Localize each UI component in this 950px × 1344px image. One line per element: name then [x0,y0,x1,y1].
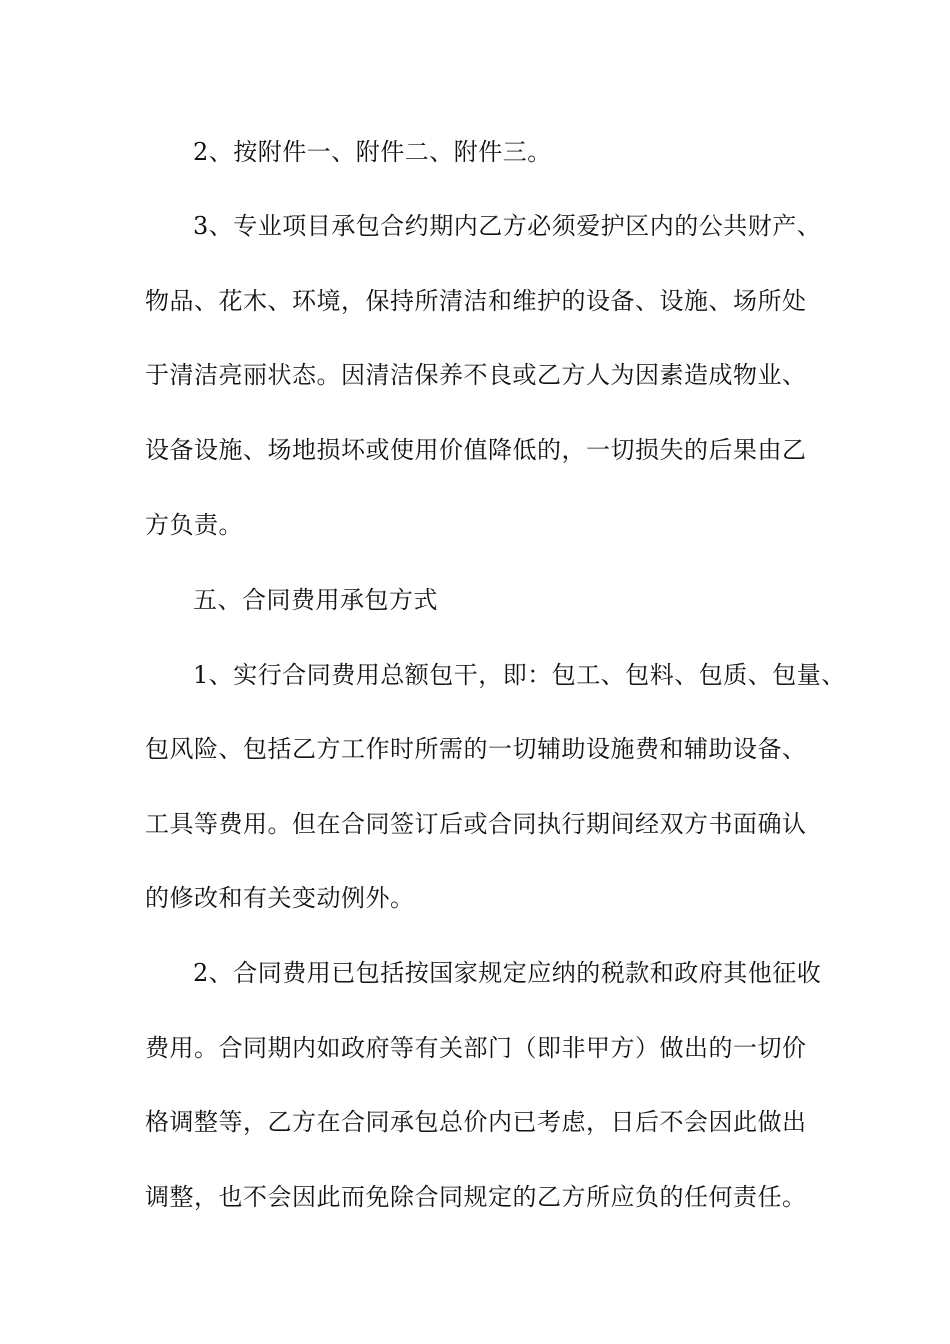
paragraph-line: 方负责。 [145,511,243,539]
paragraph-line: 于清洁亮丽状态。因清洁保养不良或乙方人为因素造成物业、 [145,361,807,389]
paragraph-line: 的修改和有关变动例外。 [145,884,415,912]
paragraph-line: 2、合同费用已包括按国家规定应纳的税款和政府其他征收 [193,959,822,987]
paragraph-line: 3、专业项目承包合约期内乙方必须爱护区内的公共财产、 [193,212,822,240]
paragraph-line: 包风险、包括乙方工作时所需的一切辅助设施费和辅助设备、 [145,735,807,763]
paragraph-line: 调整，也不会因此而免除合同规定的乙方所应负的任何责任。 [145,1183,807,1211]
paragraph-line: 2、按附件一、附件二、附件三。 [193,138,552,166]
paragraph-line: 1、实行合同费用总额包干，即：包工、包料、包质、包量、 [193,661,846,689]
paragraph-line: 工具等费用。但在合同签订后或合同执行期间经双方书面确认 [145,810,807,838]
paragraph-line: 物品、花木、环境，保持所清洁和维护的设备、设施、场所处 [145,287,807,315]
paragraph-line: 费用。合同期内如政府等有关部门（即非甲方）做出的一切价 [145,1034,807,1062]
paragraph-line: 格调整等，乙方在合同承包总价内已考虑，日后不会因此做出 [145,1108,807,1136]
section-heading: 五、合同费用承包方式 [193,586,438,614]
paragraph-line: 设备设施、场地损坏或使用价值降低的，一切损失的后果由乙 [145,436,807,464]
